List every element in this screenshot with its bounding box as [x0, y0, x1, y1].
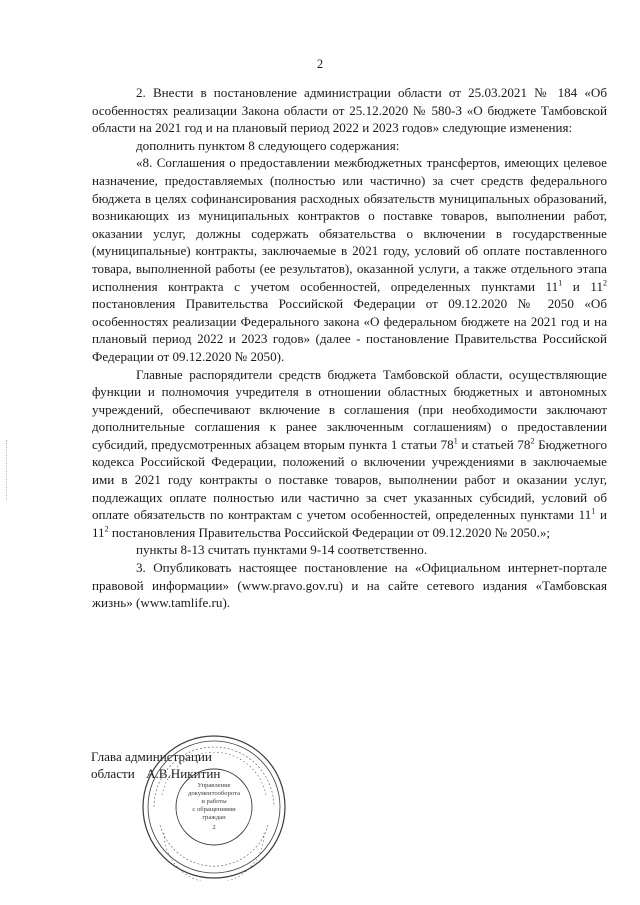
superscript: 2 — [530, 436, 535, 446]
paragraph-2: 2. Внести в постановление администрации области от 25.03.2021 № 184 «Об особенностях реализации Закона области от 25.12.2020 № 580-З «О бюджете Тамбовской области на 2021 год и на плановый период 2022 и 2023 годов» следующие изменения: — [92, 85, 607, 136]
signature-name: А.В.Никитин — [146, 766, 221, 781]
paragraph-point-8 — [92, 154, 607, 365]
paragraph-3: 3. Опубликовать настоящее постановление на «Официальном интернет-портале правовой информации» (www.pravo.gov.ru) и на сайте сетевого издания «Тамбовская жизнь» (www.tamlife.ru). — [92, 560, 607, 611]
text-fragment: Бюджетного кодекса Российской Федерации, положений о включении учреждениями в заключаемые ими в 2021 году контракты о поставке товаров, выполнении работ и оказании услуг, подлежащих оплате полностью или частично за счет указанных субсидий, условий об оплате обязательств по контрактам с учетом особенностей, определенных пунктами 11 — [92, 436, 607, 523]
text-fragment: и статьей 78 — [457, 436, 531, 452]
margin-mark — [6, 440, 9, 500]
superscript: 1 — [558, 278, 563, 288]
paragraph-main-managers — [92, 366, 607, 542]
stamp — [140, 733, 288, 881]
stamp-number: 2 — [212, 824, 216, 831]
text-fragment: постановления Правительства Российской Федерации от 09.12.2020 № 2050 «Об особенностях реализации Федерального закона «О федеральном бюджете на 2021 год и на плановый период 2022 и 2023 годов» (далее - постановление Правительства Российской Федерации от 09.12.2020 № 2050). — [92, 296, 607, 364]
svg-text:с обращениями: с обращениями — [192, 806, 236, 813]
signature-region: области — [91, 766, 135, 781]
text-fragment: Главные распорядители средств бюджета Тамбовской области, осуществляющие функции и полномочия учредителя в отношении областных бюджетных и автономных учреждений, обеспечивают включение в соглашения (при необходимости заключают дополнительные соглашения к ранее заключенным соглашениям) о предоставлении субсидий, предусмотренных абзацем вторым пункта 1 статьи 78 — [92, 366, 607, 452]
superscript: 2 — [603, 278, 607, 288]
superscript: 2 — [104, 524, 109, 534]
text-fragment: и 11 — [92, 507, 607, 540]
svg-text:граждан: граждан — [202, 814, 226, 821]
text-fragment: «8. Соглашения о предоставлении межбюджетных трансфертов, имеющих целевое назначение, предоставляемых (полностью или частично) за счет средств федерального бюджета в целях софинансирования расходных обязательств муниципальных образований, возникающих из муниципальных контрактов о поставке товаров, выполнении работ, оказании услуг, должны содержать обязательства о включении в государственные (муниципальные) контракты, заключаемые в 2021 году, условий об оплате поставленного товара, выполненной работы (ее результатов), оказанной услуги, а также отдельного этапа исполнения контракта с учетом особенностей, определенных пунктами 11 — [92, 155, 607, 294]
superscript: 1 — [591, 506, 596, 516]
document-body — [92, 84, 607, 612]
text-fragment: постановления Правительства Российской Федерации от 09.12.2020 № 2050.»; — [108, 524, 551, 540]
svg-text:Управление: Управление — [197, 782, 231, 789]
page-number: 2 — [316, 57, 324, 71]
svg-text:документооборота: документооборота — [187, 790, 241, 797]
paragraph-add-point: дополнить пунктом 8 следующего содержания: — [136, 137, 400, 153]
signature-title: Глава администрации — [91, 749, 212, 764]
paragraph-renumber: пункты 8-13 считать пунктами 9-14 соответственно. — [136, 542, 428, 558]
superscript: 1 — [453, 436, 458, 446]
text-fragment: и 11 — [562, 278, 603, 294]
svg-text:и работы: и работы — [201, 798, 227, 805]
